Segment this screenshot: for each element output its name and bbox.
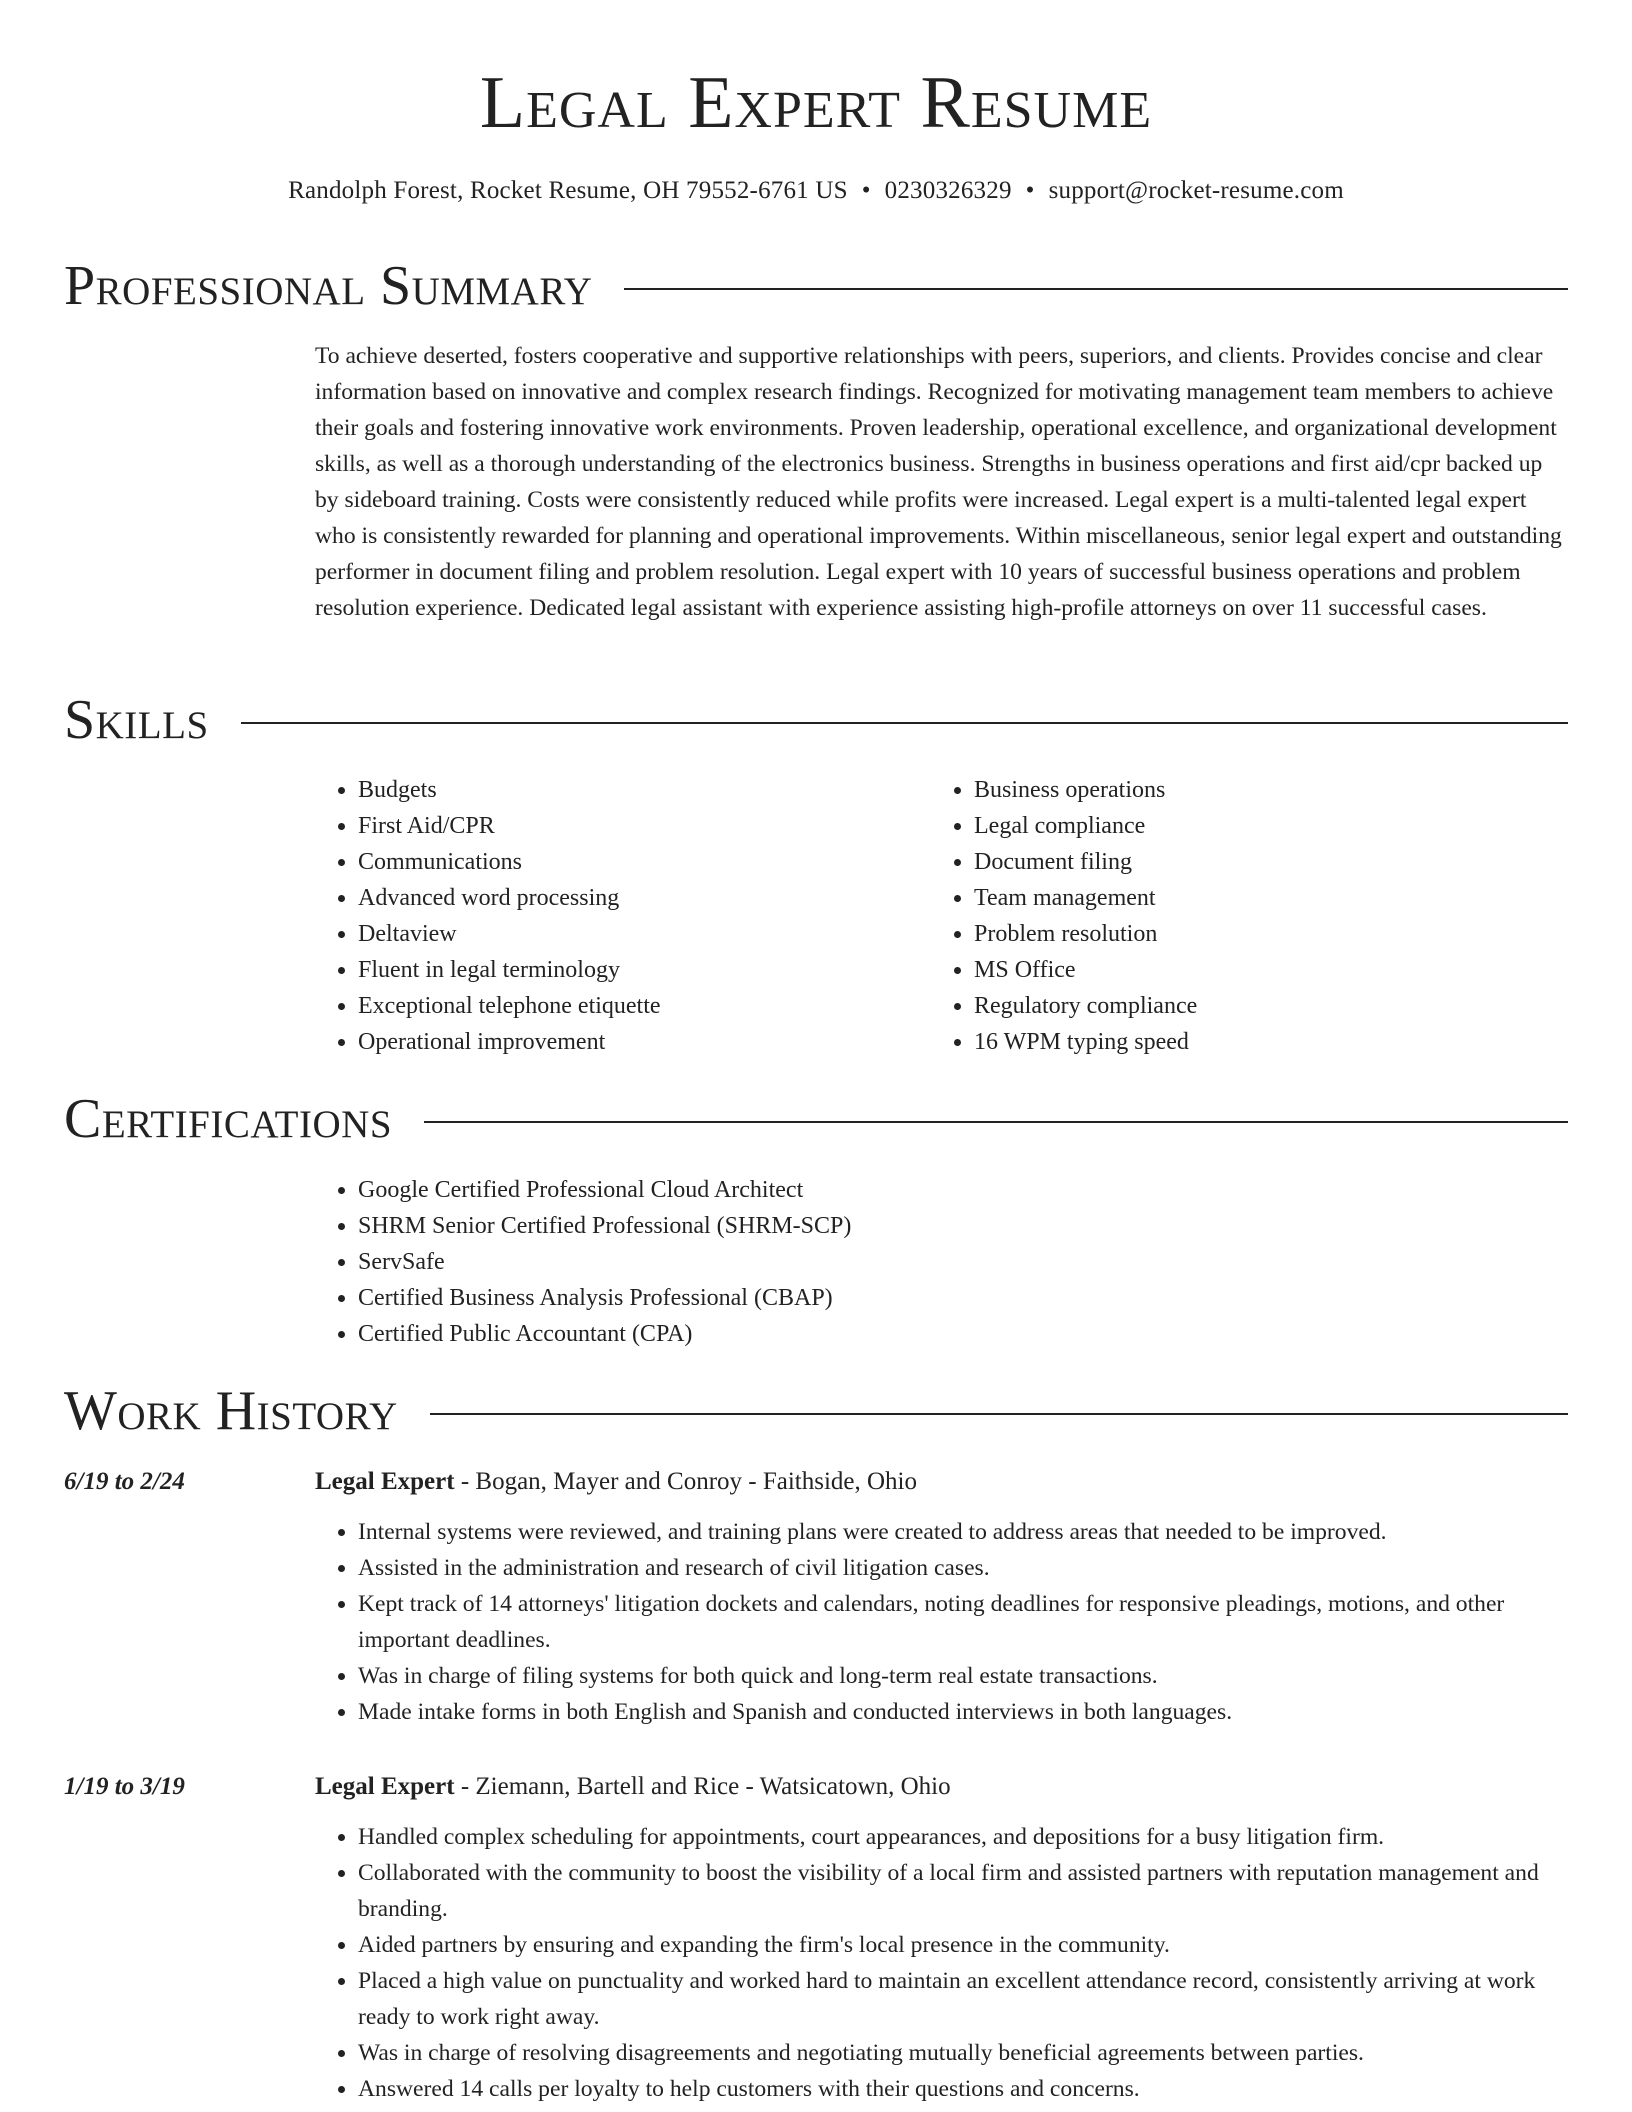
job-bullet: • Assisted in the administration and research of civil litigation cases. [358, 1550, 1570, 1586]
skill-item: • Fluent in legal terminology [358, 952, 914, 988]
job-bullet: • Answered 14 calls per loyalty to help customers with their questions and concerns. [358, 2071, 1570, 2107]
skill-item: • Budgets [358, 772, 914, 808]
section-divider [424, 1121, 1568, 1123]
skill-item: • Problem resolution [974, 916, 1570, 952]
skill-item: • 16 WPM typing speed [974, 1024, 1570, 1060]
contact-address: Randolph Forest, Rocket Resume, OH 79552-6761 US [288, 177, 848, 204]
job-bullet: • Internal systems were reviewed, and training plans were created to address areas that needed to be improved. [358, 1514, 1570, 1550]
job-bullet: • Made intake forms in both English and Spanish and conducted interviews in both languages. [358, 1694, 1570, 1730]
job-bullets [314, 1514, 1570, 1730]
certification-item: • SHRM Senior Certified Professional (SHRM-SCP) [358, 1208, 1570, 1244]
skill-item: • Legal compliance [974, 808, 1570, 844]
section-header-skills [64, 688, 1568, 752]
job-bullet: • Collaborated with the community to boost the visibility of a local firm and assisted partners with reputation management and branding. [358, 1855, 1570, 1927]
job-employer: - Ziemann, Bartell and Rice - Watsicatown, Ohio [454, 1773, 951, 1800]
job-role: Legal Expert [315, 1773, 455, 1800]
job-dates: 1/19 to 3/19 [64, 1773, 185, 1800]
section-divider [430, 1413, 1568, 1415]
section-title-summary: Professional Summary [64, 255, 593, 317]
skill-item: • First Aid/CPR [358, 808, 914, 844]
job-title-line [315, 1464, 917, 1500]
job-role: Legal Expert [315, 1468, 455, 1495]
contact-line [0, 174, 1632, 208]
job-bullet: • Kept track of 14 attorneys' litigation dockets and calendars, noting deadlines for responsive pleadings, motions, and other important deadlines. [358, 1586, 1570, 1658]
contact-separator: • [861, 177, 871, 204]
skill-item: • Document filing [974, 844, 1570, 880]
resume-title: Legal Expert Resume [479, 62, 1153, 144]
skill-item: • Exceptional telephone etiquette [358, 988, 914, 1024]
section-divider [241, 722, 1568, 724]
section-header-summary [64, 254, 1568, 318]
job-bullets [314, 1819, 1570, 2107]
contact-separator: • [1025, 177, 1035, 204]
certification-item: • Google Certified Professional Cloud Architect [358, 1172, 1570, 1208]
job-dates: 6/19 to 2/24 [64, 1468, 185, 1495]
skill-item: • Regulatory compliance [974, 988, 1570, 1024]
certification-item: • Certified Public Accountant (CPA) [358, 1316, 1570, 1352]
summary-text: To achieve deserted, fosters cooperative and supportive relationships with peers, superiors, and clients. Provides concise and clear information based on innovative and complex research findings. Recognized for motivating management team members to achieve their goals and fostering innovative work environments. Proven leadership, operational excellence, and organizational development skills, as well as a thorough understanding of the electronics business. Strengths in business operations and first aid/cpr backed up by sideboard training. Costs were consistently reduced while profits were increased. Legal expert is a multi-talented legal expert who is consistently rewarded for planning and operational improvements. Within miscellaneous, senior legal expert and outstanding performer in document filing and problem resolution. Legal expert with 10 years of successful business operations and problem resolution experience. Dedicated legal assistant with experience assisting high-profile attorneys on over 11 successful cases. [315, 343, 1562, 621]
job-bullet: • Was in charge of resolving disagreements and negotiating mutually beneficial agreements between parties. [358, 2035, 1570, 2071]
skills-list-left [314, 772, 914, 1060]
job-employer: - Bogan, Mayer and Conroy - Faithside, Ohio [454, 1468, 918, 1495]
certification-item: • ServSafe [358, 1244, 1570, 1280]
skill-item: • Operational improvement [358, 1024, 914, 1060]
section-title-work-history: Work History [64, 1380, 398, 1442]
section-header-certifications [64, 1087, 1568, 1151]
section-title-skills: Skills [64, 689, 209, 751]
job-bullet: • Placed a high value on punctuality and worked hard to maintain an excellent attendance record, consistently arriving at work ready to work right away. [358, 1963, 1570, 2035]
skills-list-right [930, 772, 1570, 1060]
contact-email: support@rocket-resume.com [1048, 177, 1344, 204]
skill-item: • MS Office [974, 952, 1570, 988]
job-bullet: • Was in charge of filing systems for both quick and long-term real estate transactions. [358, 1658, 1570, 1694]
skill-item: • Deltaview [358, 916, 914, 952]
skill-item: • Business operations [974, 772, 1570, 808]
job-bullet: • Aided partners by ensuring and expanding the firm's local presence in the community. [358, 1927, 1570, 1963]
skill-item: • Communications [358, 844, 914, 880]
skill-item: • Team management [974, 880, 1570, 916]
job-bullet: • Handled complex scheduling for appointments, court appearances, and depositions for a busy litigation firm. [358, 1819, 1570, 1855]
section-title-certifications: Certifications [64, 1088, 393, 1150]
section-header-work-history [64, 1379, 1568, 1443]
job-title-line [315, 1769, 951, 1805]
certification-item: • Certified Business Analysis Professional (CBAP) [358, 1280, 1570, 1316]
skill-item: • Advanced word processing [358, 880, 914, 916]
certifications-list [314, 1172, 1570, 1352]
section-divider [624, 288, 1568, 290]
contact-phone: 0230326329 [884, 177, 1012, 204]
